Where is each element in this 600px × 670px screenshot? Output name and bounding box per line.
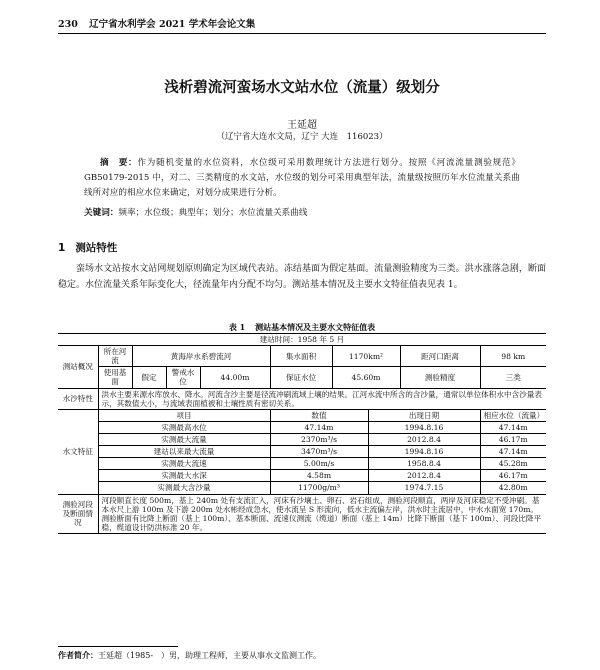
datum-label: 使用基面 [98, 367, 132, 388]
abstract-label: 摘 要： [100, 158, 138, 168]
section-title: 测站特性 [75, 242, 118, 254]
table-row-overview-2 [58, 367, 546, 388]
journal-name: 辽宁省水利学会 2021 学术年会论文集 [89, 19, 256, 30]
established-cell: 建站时间：1958 年 5 月 [58, 334, 546, 346]
hydro-value: 5.00m/s [270, 458, 368, 470]
hydro-label: 水文特征 [58, 409, 98, 494]
datum-value: 假定 [132, 367, 166, 388]
hydro-stage: 47.14m [480, 446, 546, 458]
body-paragraph: 蛮场水文站按水文站网规划原则确定为区域代表站。冻结基面为假定基面。流量测验精度为三类。洪水涨落急剧，断面稳定。水位流量关系年际变化大，径流量年内分配不均匀。测站基本情况及主要水文特征值表见表 1。 [58, 264, 546, 290]
author-affiliation: （辽宁省大连水文局，辽宁 大连 116023） [216, 132, 388, 142]
hydro-date: 1958.8.4 [368, 458, 480, 470]
mouth-value: 98 km [480, 346, 546, 367]
hydro-date: 2012.8.4 [368, 433, 480, 445]
hydro-date: 1994.8.16 [368, 446, 480, 458]
footnote-label: 作者简介： [58, 651, 98, 660]
table-row [58, 470, 546, 482]
author-name: 王延超 [287, 120, 317, 131]
hydro-item: 实测最大水深 [98, 470, 270, 482]
col-date: 出现日期 [368, 409, 480, 421]
table-row [58, 446, 546, 458]
footnote-text: 王延超（1985- ）男，助理工程师，主要从事水文监测工作。 [98, 651, 322, 660]
hydro-item: 实测最大含沙量 [98, 482, 270, 494]
hydro-value: 11700g/m³ [270, 482, 368, 494]
hydro-stage: 46.17m [480, 470, 546, 482]
section-heading [58, 240, 117, 255]
keywords-text: 频率；水位级；典型年；划分；水位流量关系曲线 [118, 208, 308, 218]
table-row [58, 433, 546, 445]
page-number: 230 [58, 19, 78, 30]
col-value: 数值 [270, 409, 368, 421]
keywords-label: 关键词： [84, 208, 119, 218]
table-row [58, 458, 546, 470]
area-value: 1170km² [332, 346, 400, 367]
river-label: 所在河流 [98, 346, 132, 367]
hydro-value: 47.14m [270, 421, 368, 433]
table-row-overview-1 [58, 346, 546, 367]
hydro-value: 4.58m [270, 470, 368, 482]
mouth-label: 距河口距离 [400, 346, 480, 367]
precision-label: 测验精度 [400, 367, 480, 388]
hydro-date: 1974.7.15 [368, 482, 480, 494]
table-row [58, 482, 546, 494]
hydro-stage: 46.17m [480, 433, 546, 445]
hydro-item: 建站以来最大流量 [98, 446, 270, 458]
hydro-date: 2012.8.4 [368, 470, 480, 482]
hydro-value: 2370m³/s [270, 433, 368, 445]
table-number: 表 1 [228, 322, 246, 332]
guarantee-value: 45.60m [332, 367, 400, 388]
reach-label: 测验河段及断面情况 [58, 494, 98, 533]
precision-value: 三类 [480, 367, 546, 388]
warn-label: 警戒水位 [166, 367, 200, 388]
table-row [58, 421, 546, 433]
station-table [58, 333, 546, 534]
guarantee-label: 保证水位 [270, 367, 332, 388]
sediment-label: 水沙特性 [58, 388, 98, 409]
keywords [84, 206, 520, 218]
hydro-stage: 42.80m [480, 482, 546, 494]
table-row-reach [58, 494, 546, 533]
abstract [84, 156, 520, 201]
table-row-hydro-header [58, 409, 546, 421]
overview-label: 测站概况 [58, 346, 98, 388]
section-number: 1 [58, 242, 66, 254]
col-stage: 相应水位（流量） [480, 409, 546, 421]
table-row-established [58, 334, 546, 346]
col-item: 项目 [98, 409, 270, 421]
paper-title: 浅析碧流河蛮场水文站水位（流量）级划分 [164, 80, 440, 96]
table-caption [58, 322, 546, 333]
running-header [58, 16, 546, 34]
sediment-text: 洪水主要来源水库放水、降水。河流含沙主要是径流冲刷流域上壤的结果。江河水流中所含的含沙量，通常以单位体积水中含沙量表示，其数值大小，与流域表面植被和土壤性质有密切关系。 [98, 388, 546, 409]
abstract-text: 作为随机变量的水位资料，水位级可采用数理统计方法进行划分。按照《河流流量测验规范》GB50179-2015 中，对二、三类精度的水文站，水位级的划分可采用典型年法，流量级按照历年水位流量关系曲线所对应的相应水位来确定，对划分成果进行分析。 [84, 158, 520, 198]
warn-value: 44.00m [200, 367, 270, 388]
reach-text: 河段顺直长度 500m，基上 240m 处有支流汇入，河床有沙壤土、卵石、岩石组成，测验河段顺直，两岸及河床稳定不受冲刷。基本水尺上游 100m 及下游 200m 处水彬经成急水，使水流呈 S 形流向，低水主流偏左岸，洪水时主流居中，中水水面宽 170m。测验断面有比降上断面（基上 100m）、基本断面、流速仪测流（缆道）断面（基上 14m）比降下断面（基下 100m）、河段比降平稳，缆道设计防洪标准 20 年。 [98, 494, 546, 533]
hydro-stage: 47.14m [480, 421, 546, 433]
table-title: 测站基本情况及主要水文特征值表 [255, 322, 376, 332]
area-label: 集水面积 [270, 346, 332, 367]
table-row-sediment [58, 388, 546, 409]
hydro-item: 实测最大流速 [98, 458, 270, 470]
hydro-item: 实测最高水位 [98, 421, 270, 433]
author-bio-footnote [58, 650, 546, 661]
hydro-date: 1994.8.16 [368, 421, 480, 433]
hydro-item: 实测最大流量 [98, 433, 270, 445]
hydro-value: 3470m³/s [270, 446, 368, 458]
footnote-divider [58, 646, 178, 647]
river-value: 黄海岸水系碧流河 [132, 346, 270, 367]
hydro-stage: 45.28m [480, 458, 546, 470]
